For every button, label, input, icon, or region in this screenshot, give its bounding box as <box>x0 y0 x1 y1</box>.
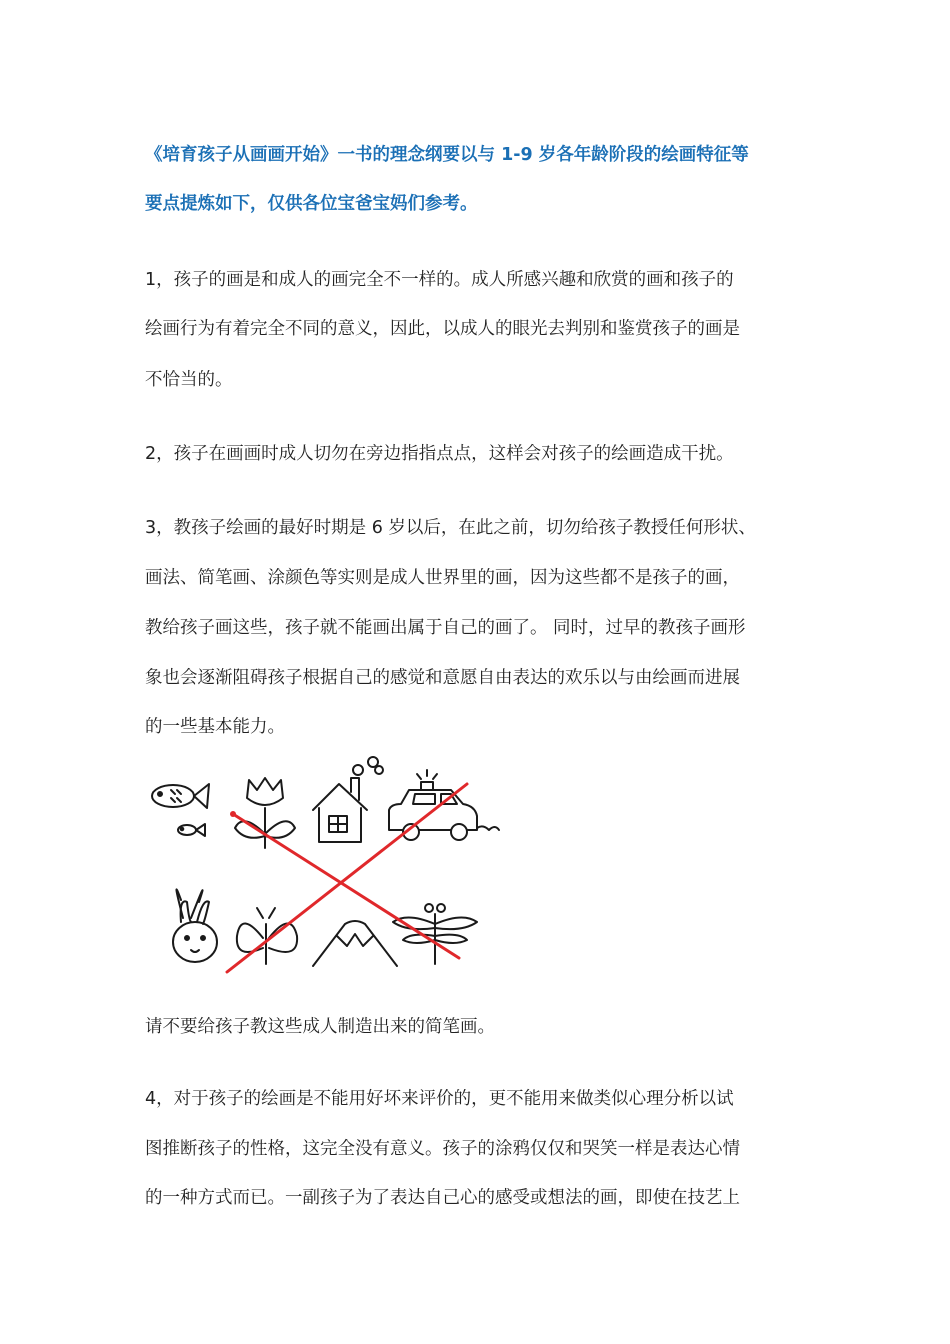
red-cross-mark <box>227 784 467 972</box>
para-3-line-5: 的一些基本能力。 <box>145 717 285 737</box>
police-car-icon <box>389 770 499 840</box>
para-3-line-4: 象也会逐渐阻碍孩子根据自己的感觉和意愿自由表达的欢乐以与由绘画而进展 <box>145 668 740 688</box>
small-fish-icon <box>178 824 205 836</box>
rabbit-icon <box>173 889 217 962</box>
fish-icon <box>152 784 209 808</box>
figure-caption: 请不要给孩子教这些成人制造出来的简笔画。 <box>145 1017 495 1037</box>
mountain-icon <box>313 921 397 966</box>
para-3-line-2: 画法、简笔画、涂颜色等实则是成人世界里的画，因为这些都不是孩子的画， <box>145 568 740 588</box>
para-4-line-3: 的一种方式而已。一副孩子为了表达自己心的感受或想法的画，即使在技艺上 <box>145 1188 740 1208</box>
dragonfly-icon <box>393 904 477 964</box>
crossed-out-drawings-figure <box>145 752 503 984</box>
para-3-line-3: 教给孩子画这些，孩子就不能画出属于自己的画了。 同时，过早的教孩子画形 <box>145 618 746 638</box>
para-4-line-2: 图推断孩子的性格，这完全没有意义。孩子的涂鸦仅仅和哭笑一样是表达心情 <box>145 1139 740 1159</box>
para-2-line-1: 2，孩子在画画时成人切勿在旁边指指点点，这样会对孩子的绘画造成干扰。 <box>145 444 734 464</box>
para-1-line-3: 不恰当的。 <box>145 370 233 390</box>
intro-line-1: 《培育孩子从画画开始》一书的理念纲要以与 1-9 岁各年龄阶段的绘画特征等 <box>145 145 749 165</box>
para-3-line-1: 3，教孩子绘画的最好时期是 6 岁以后，在此之前，切勿给孩子教授任何形状、 <box>145 518 756 538</box>
tulip-icon <box>235 778 295 848</box>
para-1-line-2: 绘画行为有着完全不同的意义，因此，以成人的眼光去判别和鉴赏孩子的画是 <box>145 319 740 339</box>
house-icon <box>313 757 383 842</box>
intro-line-2: 要点提炼如下，仅供各位宝爸宝妈们参考。 <box>145 194 478 214</box>
para-1-line-1: 1，孩子的画是和成人的画完全不一样的。成人所感兴趣和欣赏的画和孩子的 <box>145 270 734 290</box>
para-4-line-1: 4，对于孩子的绘画是不能用好坏来评价的，更不能用来做类似心理分析以试 <box>145 1089 734 1109</box>
